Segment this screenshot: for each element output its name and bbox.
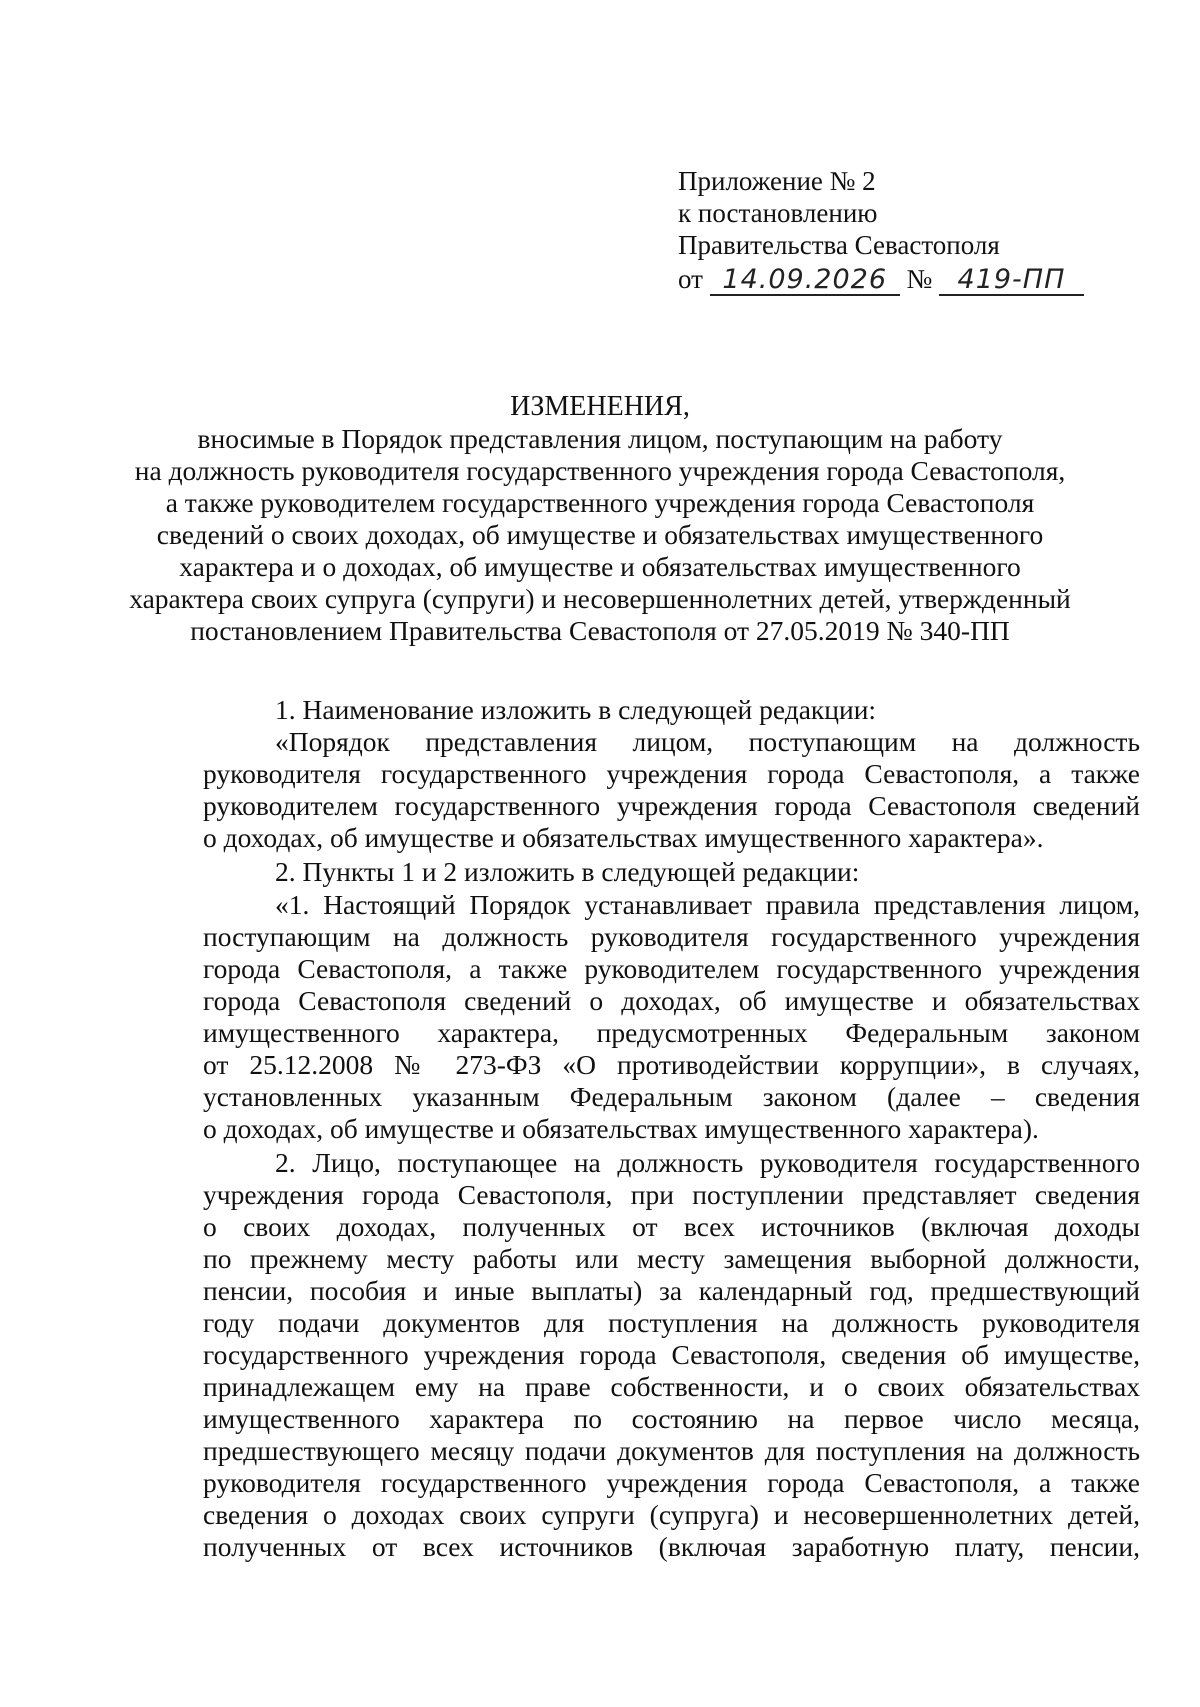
- quote-1-line: о доходах, об имуществе и обязательствах имущественного характера».: [203, 822, 1044, 853]
- date-field: 14.09.2026: [710, 266, 900, 296]
- government-label: Правительства Севастополя: [678, 230, 1000, 260]
- quote-3-line: имущественного характера по состоянию на первое число месяца,: [203, 1403, 1140, 1434]
- paragraph-1: 1. Наименование изложить в следующей редакции:: [275, 694, 877, 725]
- quote-3-line: принадлежащем ему на праве собственности, и о своих обязательствах: [203, 1371, 1140, 1402]
- from-label: от: [678, 264, 703, 294]
- quote-2-line: установленных указанным Федеральным законом (далее – сведения: [203, 1081, 1140, 1112]
- resolution-label: к постановлению: [678, 198, 878, 228]
- quote-3-line: предшествующего месяцу подачи документов для поступления на должность: [203, 1435, 1140, 1466]
- quote-2-line: имущественного характера, предусмотренных Федеральным законом: [203, 1017, 1140, 1048]
- quote-1-line: руководителем государственного учреждения города Севастополя сведений: [203, 790, 1140, 821]
- quote-3-line: руководителя государственного учреждения города Севастополя, а также: [203, 1467, 1140, 1498]
- appendix-label: Приложение № 2: [678, 166, 876, 196]
- title-line: постановлением Правительства Севастополя от 27.05.2019 № 340-ПП: [190, 615, 1010, 646]
- paragraph-2: 2. Пункты 1 и 2 изложить в следующей редакции:: [275, 856, 860, 887]
- quote-2-line: от 25.12.2008 № 273-ФЗ «О противодействии коррупции», в случаях,: [203, 1049, 1140, 1080]
- quote-3-line: пенсии, пособия и иные выплаты) за календарный год, предшествующий: [203, 1275, 1140, 1306]
- quote-3-line: 2. Лицо, поступающее на должность руководителя государственного: [275, 1147, 1140, 1178]
- title-line: характера своих супруга (супруги) и несовершеннолетних детей, утвержденный: [129, 583, 1071, 614]
- title-line: на должность руководителя государственного учреждения города Севастополя,: [134, 455, 1066, 486]
- quote-2-line: города Севастополя сведений о доходах, об имуществе и обязательствах: [203, 985, 1140, 1016]
- quote-3-line: государственного учреждения города Севастополя, сведения об имуществе,: [203, 1339, 1140, 1370]
- date-number-line: [678, 264, 1084, 296]
- quote-3-line: учреждения города Севастополя, при поступлении представляет сведения: [203, 1179, 1140, 1210]
- number-label: №: [906, 264, 933, 294]
- quote-3-line: сведения о доходах своих супруги (супруга) и несовершеннолетних детей,: [203, 1499, 1140, 1530]
- quote-2-line: поступающим на должность руководителя государственного учреждения: [203, 921, 1140, 952]
- title-line: а также руководителем государственного учреждения города Севастополя: [165, 487, 1035, 518]
- quote-2-line: о доходах, об имуществе и обязательствах имущественного характера).: [203, 1113, 1039, 1144]
- title-line: вносимые в Порядок представления лицом, поступающим на работу: [197, 423, 1003, 454]
- number-field: 419-ПП: [939, 266, 1084, 296]
- quote-3-line: году подачи документов для поступления на должность руководителя: [203, 1307, 1140, 1338]
- title-line: сведений о своих доходах, об имуществе и обязательствах имущественного: [156, 519, 1044, 550]
- doc-heading: ИЗМЕНЕНИЯ,: [510, 391, 690, 422]
- quote-2-line: «1. Настоящий Порядок устанавливает правила представления лицом,: [275, 889, 1140, 920]
- quote-2-line: города Севастополя, а также руководителем государственного учреждения: [203, 953, 1140, 984]
- quote-3-line: о своих доходах, полученных от всех источников (включая доходы: [203, 1211, 1140, 1242]
- quote-1-line: «Порядок представления лицом, поступающим на должность: [275, 726, 1140, 757]
- quote-3-line: по прежнему месту работы или месту замещения выборной должности,: [203, 1243, 1140, 1274]
- quote-3-line: полученных от всех источников (включая заработную плату, пенсии,: [203, 1531, 1140, 1562]
- title-line: характера и о доходах, об имуществе и обязательствах имущественного: [179, 551, 1021, 582]
- quote-1-line: руководителя государственного учреждения города Севастополя, а также: [203, 758, 1140, 789]
